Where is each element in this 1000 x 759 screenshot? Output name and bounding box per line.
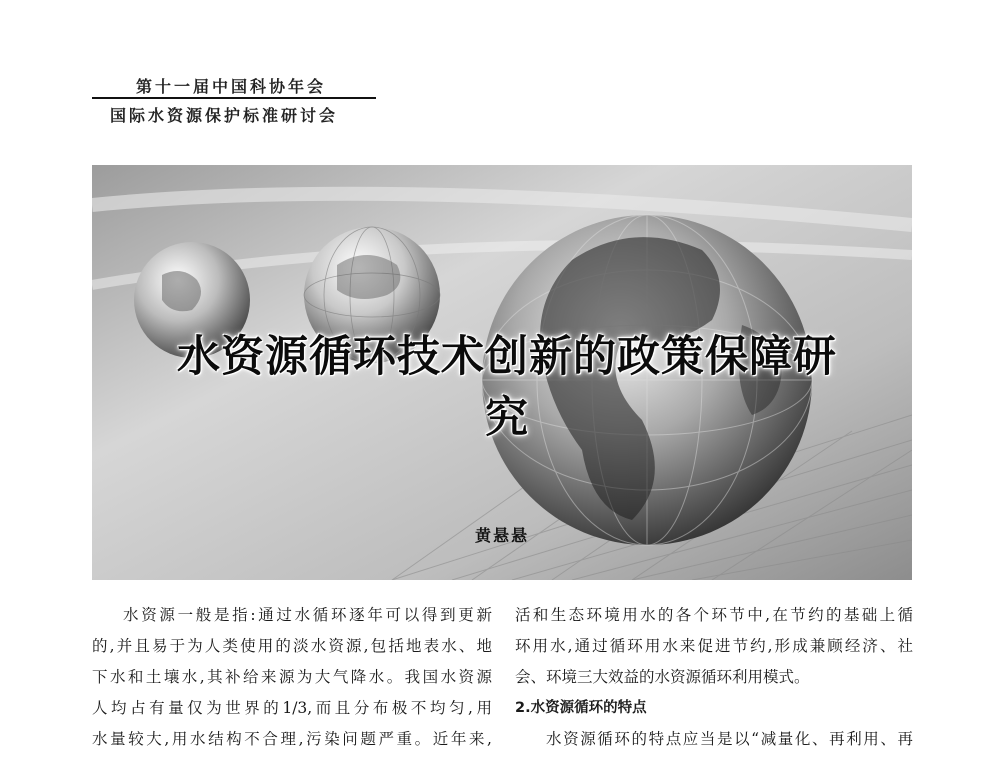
section-heading: 2.水资源循环的特点 [515, 700, 647, 716]
body-line: 人均占有量仅为世界的1/3,而且分布极不均匀,用 [92, 699, 492, 717]
conference-name: 第十一届中国科协年会 [136, 77, 327, 96]
body-line: 下水和土壤水,其补给来源为大气降水。我国水资源 [92, 668, 492, 686]
left-column [92, 600, 492, 755]
author-name: 黄悬悬 [475, 526, 530, 545]
symposium-name: 国际水资源保护标准研讨会 [110, 106, 339, 125]
body-line: 活和生态环境用水的各个环节中,在节约的基础上循 [515, 606, 913, 624]
body-line: 水资源一般是指:通过水循环逐年可以得到更新 [123, 606, 492, 624]
header-divider [92, 97, 376, 99]
body-line: 会、环境三大效益的水资源循环利用模式。 [515, 668, 810, 686]
article-title: 水资源循环技术创新的政策保障研究 [177, 332, 837, 443]
body-line: 水资源循环的特点应当是以“减量化、再利用、再 [546, 730, 913, 748]
right-column [515, 600, 913, 755]
body-line: 水量较大,用水结构不合理,污染问题严重。近年来, [92, 730, 492, 748]
title-banner [92, 165, 912, 580]
body-line: 的,并且易于为人类使用的淡水资源,包括地表水、地 [92, 637, 492, 655]
body-line: 环用水,通过循环用水来促进节约,形成兼顾经济、社 [515, 637, 913, 655]
